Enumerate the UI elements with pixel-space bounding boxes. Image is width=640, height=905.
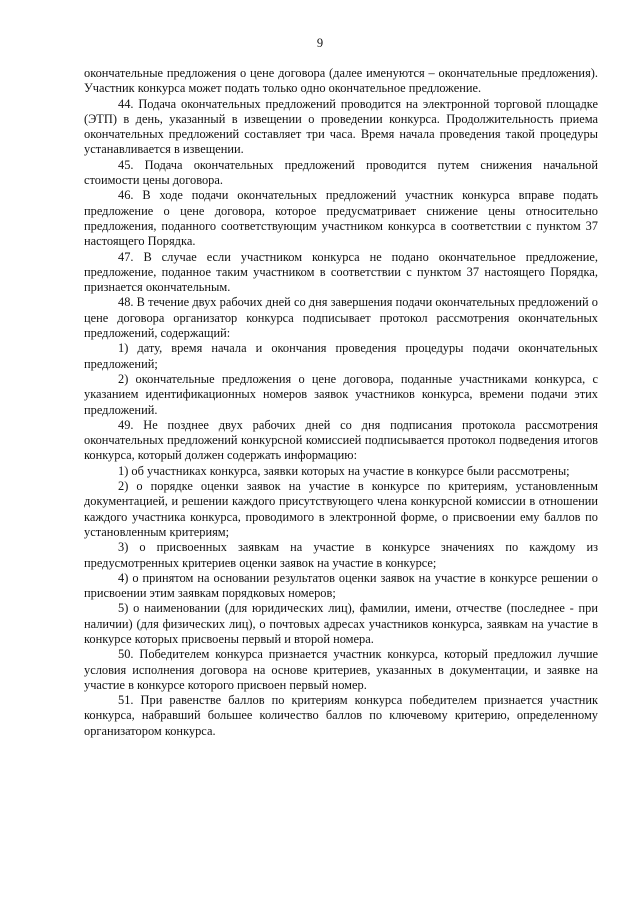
paragraph-49-item-2: 2) о порядке оценки заявок на участие в конкурсе по критериям, установленным документацией, и решении каждого присутствующего члена конкурсной комиссии в отношении каждого участника конкурса, проводимого в электронной форме, о присвоении ему баллов по установленным критериям;: [84, 479, 598, 539]
paragraph-46: 46. В ходе подачи окончательных предложений участник конкурса вправе подать предложение о цене договора, которое предусматривает снижение цены относительно предложения, поданного соответствующим участником конкурса в соответствии с пунктом 37 настоящего Порядка.: [84, 188, 598, 249]
paragraph-48-item-2: 2) окончательные предложения о цене договора, поданные участниками конкурса, с указанием идентификационных номеров заявок участников конкурса, времени подачи этих предложений.: [84, 371, 598, 417]
paragraph-47: 47. В случае если участником конкурса не подано окончательное предложение, предложение, поданное таким участником в соответствии с пунктом 37 настоящего Порядка, признается окончательным.: [84, 249, 598, 295]
paragraph-49-item-4: 4) о принятом на основании результатов оценки заявок на участие в конкурсе решении о присвоении этим заявкам порядковых номеров;: [84, 570, 598, 601]
paragraph-44: 44. Подача окончательных предложений проводится на электронной торговой площадке (ЭТП) в день, указанный в извещении о проведении конкурса. Продолжительность приема окончательных предложений составляет три часа. Время начала проведения такой процедуры устанавливается в извещении.: [84, 96, 598, 157]
paragraph-49: 49. Не позднее двух рабочих дней со дня подписания протокола рассмотрения окончательных предложений конкурсной комиссией подписывается протокол подведения итогов конкурса, который должен содержать информацию:: [84, 417, 598, 463]
paragraph-51: 51. При равенстве баллов по критериям конкурса победителем признается участник конкурса, набравший большее количество баллов по ключевому критерию, определенному организатором конкурса.: [84, 693, 598, 738]
paragraph-50: 50. Победителем конкурса признается участник конкурса, который предложил лучшие условия исполнения договора на основе критериев, указанных в документации, и заявке на участие в конкурсе которого присвоен первый номер.: [84, 647, 598, 692]
document-body: [84, 66, 598, 739]
paragraph-49-item-5: 5) о наименовании (для юридических лиц), фамилии, имени, отчестве (последнее - при наличии) (для физических лиц), о почтовых адресах участников конкурса, заявкам на участие в конкурсе которых присвоены первый и второй номера.: [84, 601, 598, 646]
paragraph-43-continuation: окончательные предложения о цене договора (далее именуются – окончательные предложения). Участник конкурса может подать только одно окончательное предложение.: [84, 66, 598, 96]
paragraph-49-item-1: 1) об участниках конкурса, заявки которых на участие в конкурсе были рассмотрены;: [118, 463, 570, 478]
paragraph-45: 45. Подача окончательных предложений проводится путем снижения начальной стоимости цены договора.: [84, 157, 598, 188]
paragraph-49-item-3: 3) о присвоенных заявкам на участие в конкурсе значениях по каждому из предусмотренных критериев оценки заявок на участие в конкурсе;: [84, 540, 598, 570]
paragraph-48-item-1: 1) дату, время начала и окончания проведения процедуры подачи окончательных предложений;: [84, 341, 598, 371]
paragraph-48: 48. В течение двух рабочих дней со дня завершения подачи окончательных предложений о цене договора организатор конкурса подписывает протокол рассмотрения окончательных предложений, содержащий:: [84, 295, 598, 341]
page-number: 9: [316, 36, 324, 50]
